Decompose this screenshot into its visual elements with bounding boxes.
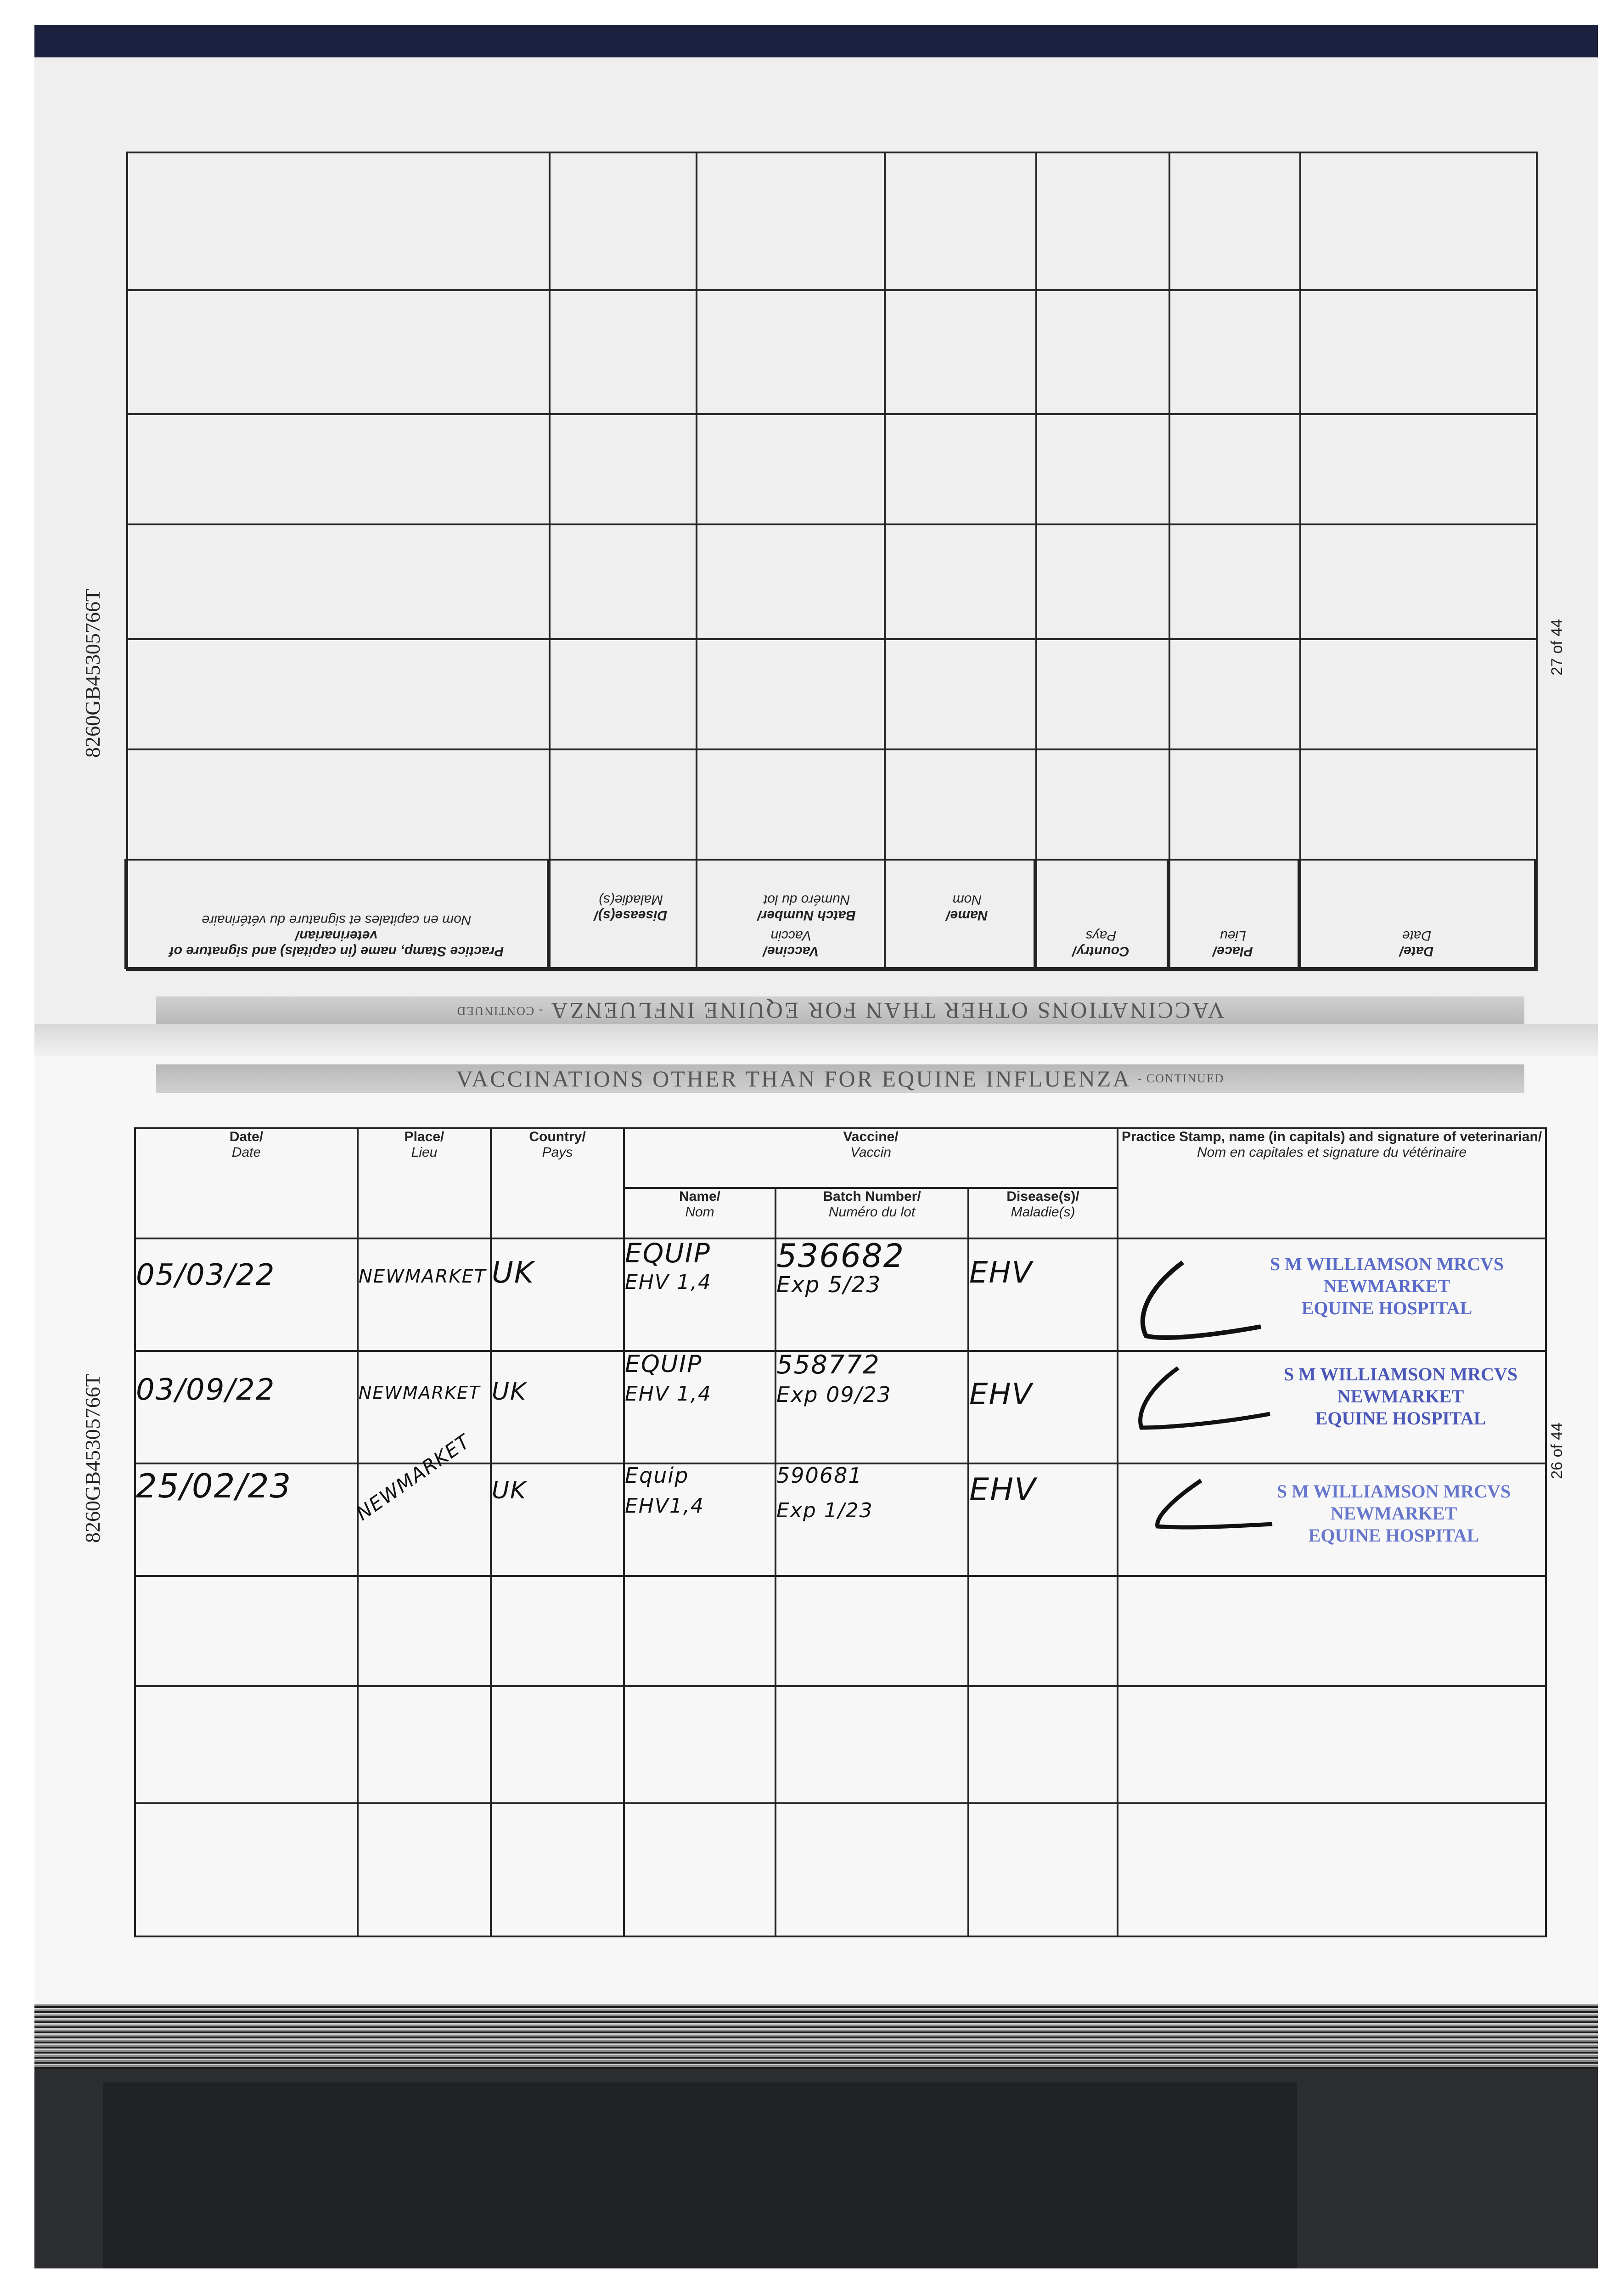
upper-header-practice: Practice Stamp, name (in capitals) and signature of veterinarian/ Nom en capitales et signature du vétérinaire bbox=[125, 860, 548, 968]
upper-header-vaccine: Vaccine/ Vaccin Name/ Nom Batch Number/ Numéro du lot Disease(s)/ Maladie(s) bbox=[548, 860, 1034, 968]
entry-vaccine-name: EQUIP bbox=[625, 1238, 711, 1269]
scanner-background bbox=[34, 2069, 1598, 2268]
header-batch: Batch Number/ Numéro du lot bbox=[775, 1188, 968, 1238]
entry-date: 03/09/22 bbox=[136, 1373, 275, 1407]
table-row bbox=[135, 1351, 1546, 1463]
entry-expiry: Exp 5/23 bbox=[776, 1272, 882, 1298]
table-row bbox=[135, 1463, 1546, 1576]
upper-page-number: 27 of 44 bbox=[1548, 619, 1566, 675]
entry-place: NEWMARKET bbox=[352, 1429, 475, 1525]
entry-place: NEWMARKET bbox=[359, 1266, 487, 1287]
entry-date: 25/02/23 bbox=[136, 1467, 292, 1505]
entry-vaccine-name-2: EHV1,4 bbox=[625, 1494, 704, 1518]
binding-strip bbox=[34, 25, 1598, 57]
entry-expiry: Exp 09/23 bbox=[776, 1382, 892, 1407]
table-row-empty bbox=[135, 1576, 1546, 1686]
upper-empty-grid bbox=[126, 152, 1538, 971]
practice-stamp: S M WILLIAMSON MRCVS NEWMARKET EQUINE HOSPITAL bbox=[1270, 1254, 1504, 1318]
practice-stamp: S M WILLIAMSON MRCVS NEWMARKET EQUINE HOSPITAL bbox=[1283, 1364, 1518, 1429]
header-date: Date/ Date bbox=[135, 1128, 358, 1238]
lower-section-banner: VACCINATIONS OTHER THAN FOR EQUINE INFLUENZA - CONTINUED bbox=[156, 1064, 1524, 1093]
entry-place: NEWMARKET bbox=[359, 1383, 481, 1403]
grid-cell bbox=[127, 152, 550, 290]
upper-section-banner: VACCINATIONS OTHER THAN FOR EQUINE INFLUENZA - CONTINUED bbox=[156, 996, 1524, 1025]
page-edges bbox=[34, 2004, 1598, 2069]
entry-batch: 536682 bbox=[776, 1237, 905, 1275]
upper-document-id: 8260GB45305766T bbox=[81, 589, 104, 758]
header-vaccine: Vaccine/ Vaccin bbox=[624, 1128, 1118, 1188]
entry-country: UK bbox=[492, 1378, 527, 1406]
entry-vaccine-name-2: EHV 1,4 bbox=[625, 1382, 712, 1406]
lower-document-id: 8260GB45305766T bbox=[81, 1374, 104, 1543]
entry-disease: EHV bbox=[969, 1472, 1037, 1508]
entry-vaccine-name: Equip bbox=[625, 1463, 689, 1488]
upper-header-date: Date/ Date bbox=[1298, 860, 1535, 968]
entry-disease: EHV bbox=[969, 1378, 1033, 1412]
table-row bbox=[135, 1238, 1546, 1351]
vet-signature bbox=[1146, 1471, 1275, 1545]
header-practice: Practice Stamp, name (in capitals) and signature of veterinarian/ Nom en capitales et signature du vétérinaire bbox=[1118, 1128, 1546, 1238]
upper-header-disease: Disease(s)/ Maladie(s) bbox=[594, 892, 668, 923]
header-name: Name/ Nom bbox=[624, 1188, 775, 1238]
upper-header-rotated bbox=[126, 859, 1536, 969]
practice-stamp: S M WILLIAMSON MRCVS NEWMARKET EQUINE HOSPITAL bbox=[1276, 1481, 1511, 1546]
table-row-empty bbox=[135, 1803, 1546, 1936]
vet-signature bbox=[1128, 1359, 1275, 1451]
entry-country: UK bbox=[492, 1256, 534, 1290]
entry-vaccine-name: EQUIP bbox=[625, 1351, 702, 1378]
lower-page-number: 26 of 44 bbox=[1548, 1423, 1566, 1479]
entry-batch: 558772 bbox=[776, 1350, 880, 1380]
table-row-empty bbox=[135, 1686, 1546, 1803]
header-country: Country/ Pays bbox=[491, 1128, 624, 1238]
upper-header-place: Place/ Lieu bbox=[1168, 860, 1298, 968]
header-disease: Disease(s)/ Maladie(s) bbox=[968, 1188, 1118, 1238]
upper-header-name: Name/ Nom bbox=[946, 892, 988, 923]
upper-header-batch: Batch Number/ Numéro du lot bbox=[758, 892, 856, 923]
header-place: Place/ Lieu bbox=[358, 1128, 491, 1238]
entry-vaccine-name-2: EHV 1,4 bbox=[625, 1270, 712, 1294]
upper-header-country: Country/ Pays bbox=[1034, 860, 1168, 968]
entry-country: UK bbox=[492, 1477, 527, 1504]
entry-disease: EHV bbox=[969, 1256, 1033, 1290]
vaccination-table bbox=[134, 1127, 1547, 1937]
entry-expiry: Exp 1/23 bbox=[776, 1499, 873, 1523]
entry-date: 05/03/22 bbox=[136, 1258, 275, 1292]
entry-batch: 590681 bbox=[776, 1463, 863, 1488]
vet-signature bbox=[1128, 1249, 1265, 1350]
